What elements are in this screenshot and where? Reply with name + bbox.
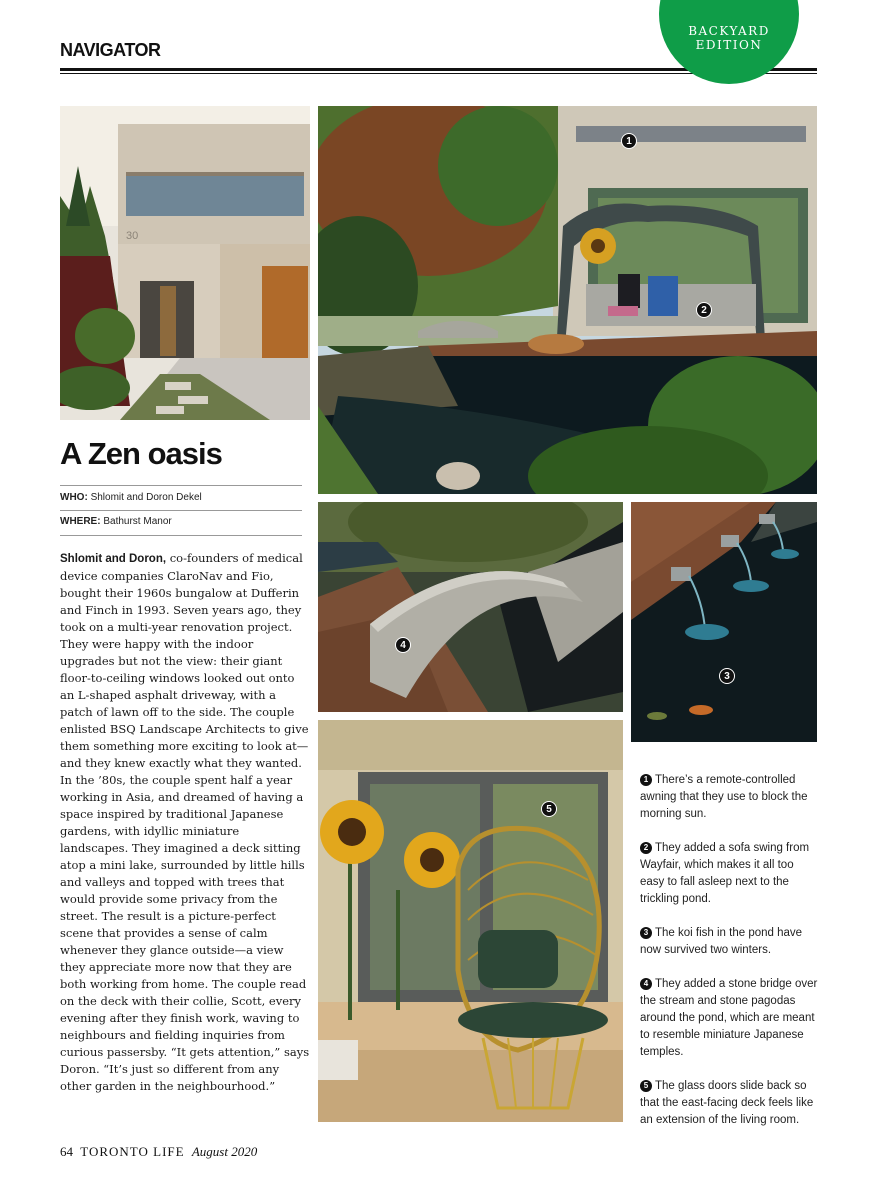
- caption-text-4: They added a stone bridge over the stream and stone pagodas around the pond, which are meant to resemble miniature Japanese temples.: [640, 978, 818, 1058]
- photo-marker-5: 5: [541, 801, 557, 817]
- badge-line-1: BACKYARD: [688, 24, 770, 38]
- article-body-text: co-founders of medical device companies ClaroNav and Fio, bought their 1960s bungalow at Dufferin and Finch in 1993. Seven years ago, they took on a multi-year renovation project. They were happy with the indoor upgrades but not the view: their giant floor-to-ceiling windows looked out onto an L-shaped asphalt driveway, with a patch of lawn off to the side. The couple enlisted BSQ Landscape Architects to give them something more exciting to look at—and they knew exactly what they wanted. In the ’80s, the couple spent half a year working in Asia, and dreamed of having a space inspired by traditional Japanese gardens, with idyllic miniature landscapes. They imagined a deck sitting atop a mini lake, surrounded by little hills and valleys and topped with trees that would provide some privacy from the street. The result is a picture-perfect scene that provides a sense of calm whenever they glance outside—a view they appreciate more now that they are both working from home. The couple read on the deck with their collie, Scott, every evening after they finish work, waving to neighbours and fielding inquiries from curious passersby. “It gets attention,” says Doron. “It’s just so different from any other garden in the neighbourhood.”: [60, 551, 310, 1093]
- article-title: A Zen oasis: [60, 436, 222, 471]
- where-value: Bathurst Manor: [103, 516, 172, 527]
- photo-marker-4: 4: [395, 637, 411, 653]
- page-number: 64: [60, 1144, 73, 1159]
- badge-line-2: EDITION: [695, 38, 763, 52]
- photo-marker-1: 1: [621, 133, 637, 149]
- who-value: Shlomit and Doron Dekel: [90, 492, 202, 503]
- who-label: WHO:: [60, 492, 88, 503]
- caption-text-3: The koi fish in the pond have now survived two winters.: [640, 927, 803, 956]
- page-folio: [60, 1144, 257, 1160]
- section-label: NAVIGATOR: [60, 40, 161, 60]
- patio-chair-photo: [318, 720, 623, 1122]
- where-line: [60, 516, 172, 527]
- caption-number-5: 5: [640, 1080, 652, 1092]
- deck-pond-photo: [318, 106, 817, 494]
- photo-marker-2: 2: [696, 302, 712, 318]
- issue-date: August 2020: [191, 1144, 258, 1159]
- backyard-edition-badge: [659, 0, 799, 84]
- house-exterior-photo: [60, 106, 310, 420]
- meta-rule-top: [60, 485, 302, 486]
- caption-text-5: The glass doors slide back so that the east-facing deck feels like an extension of the living room.: [640, 1080, 814, 1126]
- caption-1: [640, 772, 820, 823]
- article-lead: Shlomit and Doron,: [60, 553, 167, 565]
- caption-number-1: 1: [640, 774, 652, 786]
- meta-rule-middle: [60, 510, 302, 511]
- caption-text-2: They added a sofa swing from Wayfair, which makes it all too easy to fall asleep next to the trickling pond.: [640, 842, 810, 905]
- publication-name: TORONTO LIFE: [80, 1144, 185, 1159]
- caption-number-2: 2: [640, 842, 652, 854]
- caption-number-4: 4: [640, 978, 652, 990]
- caption-3: [640, 925, 820, 959]
- where-label: WHERE:: [60, 516, 101, 527]
- caption-4: [640, 976, 820, 1061]
- caption-number-3: 3: [640, 927, 652, 939]
- photo-marker-3: 3: [719, 668, 735, 684]
- article-body: [60, 550, 310, 1095]
- house-number: 30: [126, 230, 139, 242]
- caption-5: [640, 1078, 820, 1129]
- who-line: [60, 492, 202, 503]
- caption-text-1: There’s a remote-controlled awning that they use to block the morning sun.: [640, 774, 808, 820]
- caption-2: [640, 840, 820, 908]
- photo-captions: [640, 772, 820, 1146]
- stone-bridge-photo: [318, 502, 623, 712]
- meta-rule-bottom: [60, 535, 302, 536]
- pond-spouts-photo: [631, 502, 817, 742]
